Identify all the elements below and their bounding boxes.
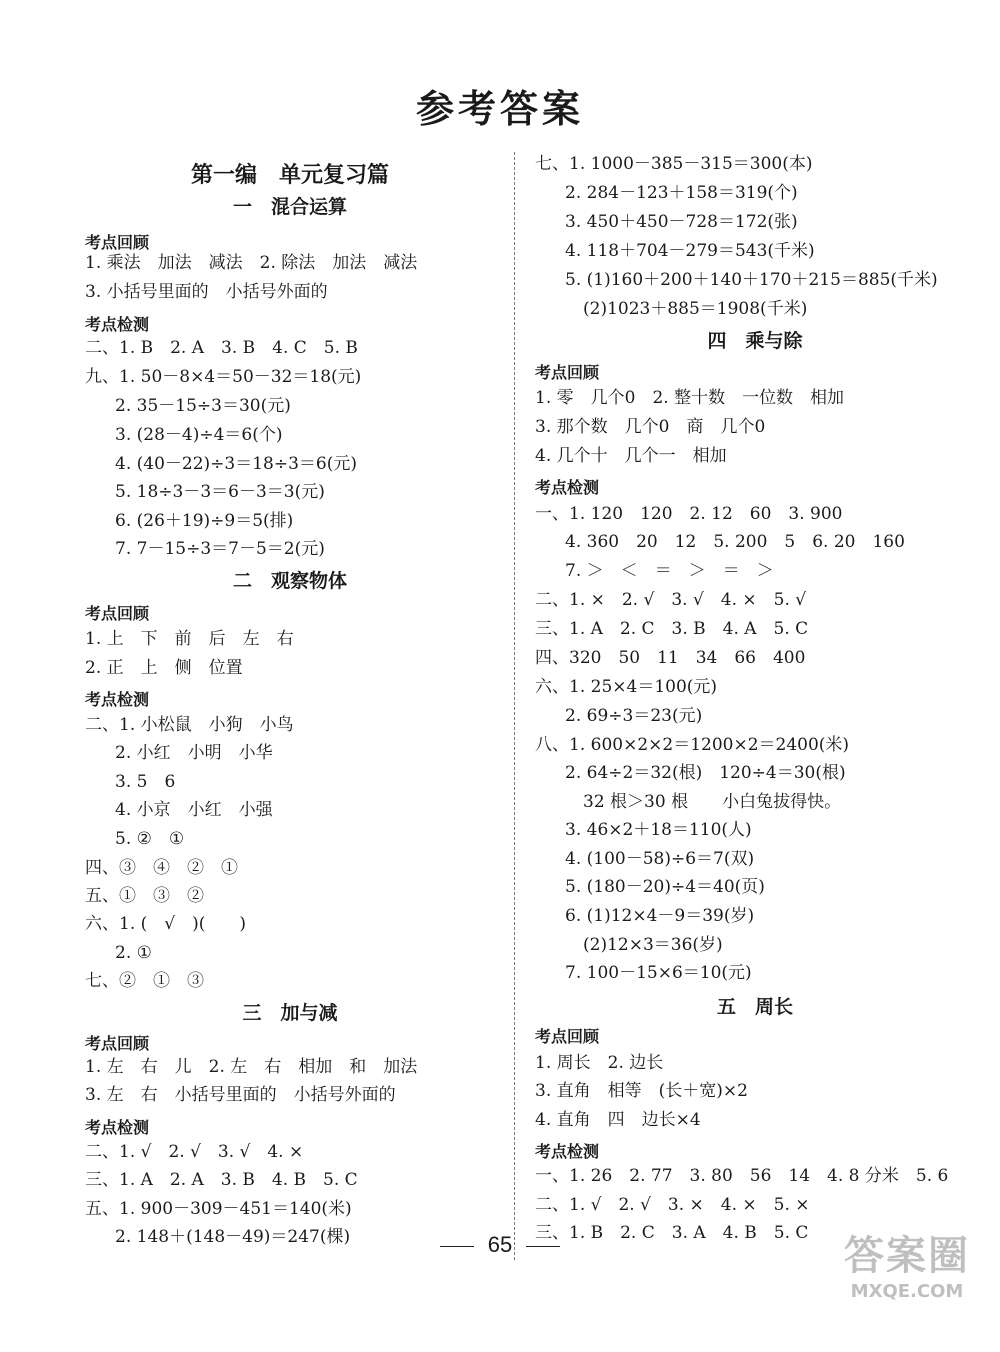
answer-line: 七、1. 1000－385－315＝300(本): [535, 154, 813, 174]
answer-line: 3. (28－4)÷4＝6(个): [115, 425, 283, 445]
test-label: 考点检测: [535, 1142, 600, 1161]
answer-line: 1. 上 下 前 后 左 右: [85, 629, 294, 649]
answer-line: 3. 那个数 几个0 商 几个0: [535, 417, 766, 437]
answer-line: 5. 18÷3－3＝6－3＝3(元): [115, 482, 325, 502]
answer-line: 3. 直角 相等 (长＋宽)×2: [535, 1081, 748, 1101]
test-label: 考点检测: [85, 690, 150, 709]
answer-line: 4. (40－22)÷3＝18÷3＝6(元): [115, 454, 357, 474]
answer-line: 二、1. 小松鼠 小狗 小鸟: [85, 715, 294, 735]
answer-line: 5. (1)160＋200＋140＋170＋215＝885(千米): [565, 270, 938, 290]
answer-line: 3. 小括号里面的 小括号外面的: [85, 282, 328, 302]
answer-line: 二、1. √ 2. √ 3. × 4. × 5. ×: [535, 1195, 810, 1215]
answer-line: (2)12×3＝36(岁): [583, 935, 723, 955]
unit-heading-1: 一 混合运算: [232, 196, 347, 218]
answer-line: 3. 450＋450－728＝172(张): [565, 212, 798, 232]
answer-line: 2. ①: [115, 943, 152, 963]
watermark-bottom: MXQE.COM: [850, 1281, 964, 1302]
unit-heading-3: 三 加与减: [242, 1002, 338, 1024]
test-label: 考点检测: [85, 315, 150, 334]
unit-heading-2: 二 观察物体: [232, 570, 347, 592]
answer-line: 六、1. 25×4＝100(元): [535, 677, 718, 697]
answer-line: 二、1. √ 2. √ 3. √ 4. ×: [85, 1142, 304, 1162]
answer-line: 一、1. 120 120 2. 12 60 3. 900: [535, 504, 843, 524]
answer-line: 2. 小红 小明 小华: [115, 743, 273, 763]
answer-line: 1. 零 几个0 2. 整十数 一位数 相加: [535, 388, 845, 408]
answer-line: 2. 148＋(148－49)＝247(棵): [115, 1227, 351, 1247]
answer-line: 七、② ① ③: [85, 971, 204, 991]
answer-line: 2. 正 上 侧 位置: [85, 658, 243, 678]
review-label: 考点回顾: [85, 604, 150, 623]
watermark-top: 答案圈: [844, 1233, 970, 1279]
answer-line: 三、1. A 2. A 3. B 4. B 5. C: [85, 1170, 358, 1190]
answer-line: 五、① ③ ②: [85, 886, 204, 906]
unit-heading-4: 四 乘与除: [707, 330, 803, 352]
answer-line: 一、1. 26 2. 77 3. 80 56 14 4. 8 分米 5. 6: [535, 1166, 949, 1186]
answer-line: 2. 69÷3＝23(元): [565, 706, 703, 726]
unit-heading-5: 五 周长: [716, 996, 793, 1018]
part-title: 第一编 单元复习篇: [190, 163, 389, 188]
review-label: 考点回顾: [535, 363, 600, 382]
watermark-logo: [832, 1224, 982, 1334]
answer-line: 六、1. ( √ )( ): [85, 914, 246, 934]
answer-line: 4. 小京 小红 小强: [115, 800, 273, 820]
answer-line: 3. 46×2＋18＝110(人): [565, 820, 752, 840]
answer-line: 八、1. 600×2×2＝1200×2＝2400(米): [535, 735, 850, 755]
answer-line: 4. 360 20 12 5. 200 5 6. 20 160: [565, 532, 905, 552]
answer-line: 4. 直角 四 边长×4: [535, 1110, 701, 1130]
answer-line: 5. (180－20)÷4＝40(页): [565, 877, 765, 897]
answer-line: 6. (26＋19)÷9＝5(排): [115, 511, 294, 531]
answer-line: 4. 几个十 几个一 相加: [535, 446, 727, 466]
page-number-value: 65: [487, 1232, 513, 1257]
test-label: 考点检测: [535, 478, 600, 497]
answer-line: 三、1. B 2. C 3. A 4. B 5. C: [535, 1223, 809, 1243]
answer-line: 2. 284－123＋158＝319(个): [565, 183, 798, 203]
answer-line: 1. 周长 2. 边长: [535, 1053, 664, 1073]
answer-line: 九、1. 50－8×4＝50－32＝18(元): [85, 367, 362, 387]
answer-line: 6. (1)12×4－9＝39(岁): [565, 906, 755, 926]
page-title: 参考答案: [415, 87, 584, 131]
answer-line: 7. 7－15÷3＝7－5＝2(元): [115, 539, 325, 559]
review-label: 考点回顾: [85, 233, 150, 252]
answer-line: 1. 乘法 加法 减法 2. 除法 加法 减法: [85, 253, 418, 273]
answer-line: 二、1. × 2. √ 3. √ 4. × 5. √: [535, 590, 807, 610]
answer-line: 五、1. 900－309－451＝140(米): [85, 1199, 352, 1219]
answer-line: 3. 5 6: [115, 772, 176, 792]
answer-line: 32 根＞30 根 小白兔拔得快。: [583, 792, 842, 812]
answer-line: 四、③ ④ ② ①: [85, 858, 238, 878]
answer-line: 3. 左 右 小括号里面的 小括号外面的: [85, 1085, 396, 1105]
review-label: 考点回顾: [535, 1027, 600, 1046]
answer-line: 4. (100－58)÷6＝7(双): [565, 849, 755, 869]
answer-line: 7. 100－15×6＝10(元): [565, 963, 752, 983]
test-label: 考点检测: [85, 1118, 150, 1137]
answer-line: 5. ② ①: [115, 829, 185, 849]
answer-line: 7. ＞ ＜ ＝ ＞ ＝ ＞: [565, 561, 774, 581]
answer-line: 二、1. B 2. A 3. B 4. C 5. B: [85, 338, 358, 358]
answer-line: 1. 左 右 儿 2. 左 右 相加 和 加法: [85, 1057, 418, 1077]
column-divider: [514, 152, 515, 1260]
answer-line: 4. 118＋704－279＝543(千米): [565, 241, 815, 261]
answer-line: 四、320 50 11 34 66 400: [535, 648, 806, 668]
answer-line: 2. 64÷2＝32(根) 120÷4＝30(根): [565, 763, 846, 783]
answer-line: 三、1. A 2. C 3. B 4. A 5. C: [535, 619, 809, 639]
review-label: 考点回顾: [85, 1034, 150, 1053]
answer-line: (2)1023＋885＝1908(千米): [583, 299, 808, 319]
answer-line: 2. 35－15÷3＝30(元): [115, 396, 291, 416]
